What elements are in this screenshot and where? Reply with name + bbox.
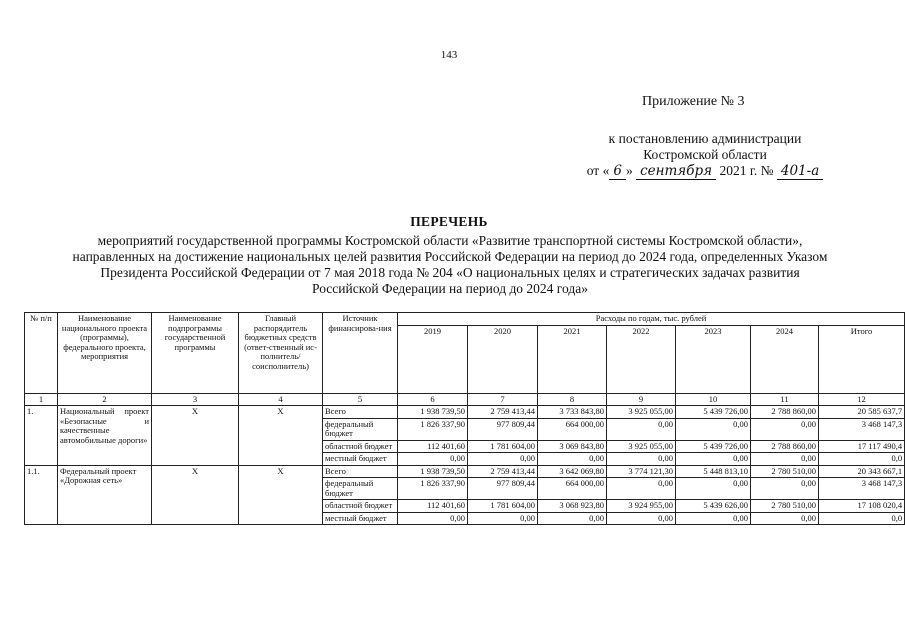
project-name: Национальный проект «Безопасные и качественные автомобильные дороги» [58,406,152,466]
value-cell: 3 924 955,00 [607,500,676,513]
value-cell: 0,00 [607,453,676,466]
value-cell: 0,00 [538,512,607,525]
value-cell: 5 439 726,00 [676,440,751,453]
value-cell: 1 826 337,90 [398,478,468,500]
value-cell: 3 774 121,30 [607,465,676,478]
subprogram-cell: Х [152,465,239,525]
value-cell: 0,00 [398,512,468,525]
value-cell: 3 925 055,00 [607,440,676,453]
value-cell: 112 401,60 [398,500,468,513]
funding-source: областной бюджет [323,440,398,453]
column-number: 4 [239,393,323,406]
value-cell: 977 809,44 [468,478,538,500]
header-total: Итого [819,325,905,393]
header-project: Наименование национального проекта (программы), федерального проекта, мероприятия [58,313,152,394]
decree-month-sep: » [625,163,633,178]
funding-source: Всего [323,465,398,478]
column-number: 8 [538,393,607,406]
value-cell: 0,00 [607,478,676,500]
value-cell: 0,00 [468,512,538,525]
total-cell: 0,0 [819,453,905,466]
header-num: № п/п [25,313,58,394]
header-year: 2022 [607,325,676,393]
total-cell: 3 468 147,3 [819,478,905,500]
column-number: 2 [58,393,152,406]
value-cell: 1 938 739,50 [398,465,468,478]
value-cell: 3 925 055,00 [607,406,676,419]
value-cell: 2 788 860,00 [751,406,819,419]
value-cell: 0,00 [398,453,468,466]
manager-cell: Х [239,465,323,525]
value-cell: 2 780 510,00 [751,465,819,478]
value-cell: 664 000,00 [538,478,607,500]
decree-number: 401-а [777,163,823,180]
column-number: 1 [25,393,58,406]
decree-line-1: к постановлению администрации [608,131,802,146]
value-cell: 1 938 739,50 [398,406,468,419]
header-subprogram: Наименование подпрограммы государственной программы [152,313,239,394]
column-number: 10 [676,393,751,406]
row-number: 1.1. [25,465,58,525]
value-cell: 1 826 337,90 [398,418,468,440]
value-cell: 1 781 604,00 [468,440,538,453]
value-cell: 1 781 604,00 [468,500,538,513]
decree-date-line [560,163,850,179]
column-number: 11 [751,393,819,406]
value-cell: 664 000,00 [538,418,607,440]
funding-source: Всего [323,406,398,419]
header-year: 2024 [751,325,819,393]
header-year: 2023 [676,325,751,393]
value-cell: 2 780 510,00 [751,500,819,513]
value-cell: 0,00 [676,512,751,525]
total-cell: 20 585 637,7 [819,406,905,419]
decree-date-prefix: от « [586,163,610,178]
document-title: ПЕРЕЧЕНЬ [410,214,488,229]
value-cell: 3 642 069,80 [538,465,607,478]
header-year: 2019 [398,325,468,393]
row-number: 1. [25,406,58,466]
value-cell: 5 448 813,10 [676,465,751,478]
manager-cell: Х [239,406,323,466]
page-number: 143 [440,49,458,61]
document-subtitle: мероприятий государственной программы Костромской области «Развитие транспортной системы Костромской области», направленных на достижение национальных целей развития Российской Федерации на период до 2024 года, определенных Указом Президента Российской Федерации от 7 мая 2018 года № 204 «О национальных целях и стратегических задачах развития Российской Федерации на период до 2024 года» [72,233,828,296]
column-number: 3 [152,393,239,406]
value-cell: 2 759 413,44 [468,406,538,419]
value-cell: 0,00 [607,418,676,440]
column-number: 12 [819,393,905,406]
value-cell: 977 809,44 [468,418,538,440]
funding-source: федеральный бюджет [323,418,398,440]
total-cell: 0,0 [819,512,905,525]
funding-source: федеральный бюджет [323,478,398,500]
measures-table [24,312,905,525]
header-year: 2021 [538,325,607,393]
column-number: 6 [398,393,468,406]
decree-line-2: Костромской области [643,147,767,162]
column-number: 5 [323,393,398,406]
total-cell: 3 468 147,3 [819,418,905,440]
header-source: Источник финансирова-ния [323,313,398,394]
header-year: 2020 [468,325,538,393]
subprogram-cell: Х [152,406,239,466]
value-cell: 2 759 413,44 [468,465,538,478]
value-cell: 2 788 860,00 [751,440,819,453]
decree-year: 2021 г. № [719,163,774,178]
value-cell: 0,00 [751,478,819,500]
value-cell: 0,00 [607,512,676,525]
total-cell: 20 343 667,1 [819,465,905,478]
value-cell: 0,00 [538,453,607,466]
value-cell: 3 733 843,80 [538,406,607,419]
value-cell: 0,00 [751,512,819,525]
value-cell: 112 401,60 [398,440,468,453]
funding-source: областной бюджет [323,500,398,513]
value-cell: 0,00 [676,418,751,440]
value-cell: 0,00 [676,478,751,500]
decree-day: 6 [609,163,626,180]
header-manager: Главный распорядитель бюджетных средств (ответ-ственный ис-полнитель/ соисполнитель) [239,313,323,394]
value-cell: 0,00 [751,418,819,440]
total-cell: 17 108 020,4 [819,500,905,513]
decree-month: сентября [636,163,716,180]
header-expenses: Расходы по годам, тыс. рублей [398,313,905,326]
project-name: Федеральный проект «Дорожная сеть» [58,465,152,525]
funding-source: местный бюджет [323,453,398,466]
value-cell: 5 439 626,00 [676,500,751,513]
value-cell: 0,00 [751,453,819,466]
column-number: 7 [468,393,538,406]
value-cell: 0,00 [468,453,538,466]
decree-reference [560,131,850,179]
value-cell: 3 068 923,80 [538,500,607,513]
column-number: 9 [607,393,676,406]
appendix-title: Приложение № 3 [642,94,745,109]
total-cell: 17 117 490,4 [819,440,905,453]
value-cell: 0,00 [676,453,751,466]
funding-source: местный бюджет [323,512,398,525]
value-cell: 5 439 726,00 [676,406,751,419]
value-cell: 3 069 843,80 [538,440,607,453]
